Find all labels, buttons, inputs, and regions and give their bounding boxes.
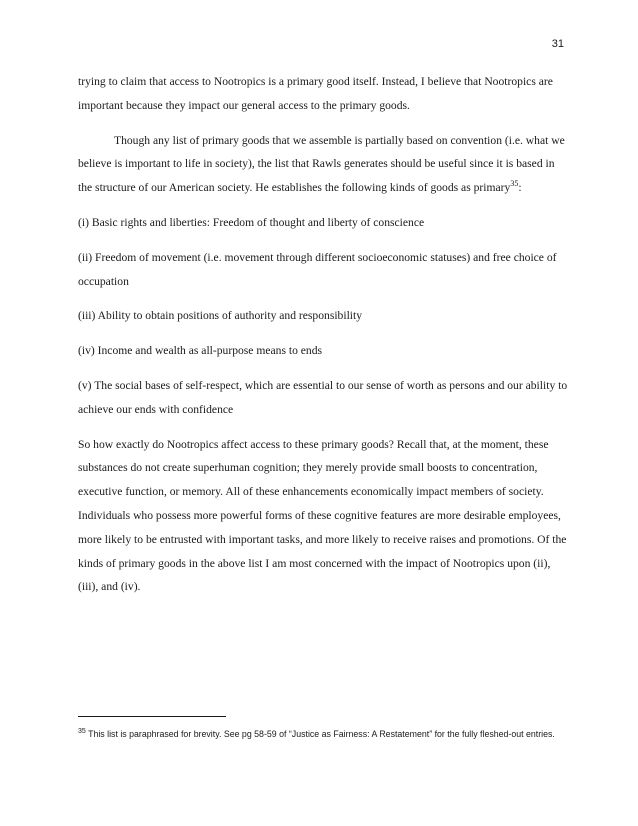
list-item-text: (v) The social bases of self-respect, which are essential to our sense of worth as persons and our ability to achieve our ends with confidence xyxy=(78,378,568,416)
list-item-iii xyxy=(78,304,568,328)
paragraph-text: Though any list of primary goods that we assemble is partially based on convention (i.e. what we believe is important to life in society), the list that Rawls generates should be useful since it is based in the structure of our American society. He establishes the following kinds of goods as primary xyxy=(78,133,565,195)
paragraph-primary-goods xyxy=(78,129,568,200)
paragraph-text: trying to claim that access to Nootropics is a primary good itself. Instead, I believe that Nootropics are important because they impact our general access to the primary goods. xyxy=(78,75,553,112)
body-text xyxy=(78,70,568,610)
list-item-text: (ii) Freedom of movement (i.e. movement through different socioeconomic statuses) and free choice of occupation xyxy=(78,250,557,288)
paragraph-text: So how exactly do Nootropics affect access to these primary goods? Recall that, at the moment, these substances do not create superhuman cognition; they merely provide small boosts to concentration, executive function, or memory. All of these enhancements economically impact members of society. Individuals who possess more powerful forms of these cognitive features are more desirable employees, more likely to be entrusted with important tasks, and more likely to receive raises and promotions. Of the kinds of primary goods in the above list I am most concerned with the impact of Nootropics upon (ii), (iii), and (iv). xyxy=(78,437,567,594)
footnote-divider xyxy=(78,716,226,717)
footnote-text: This list is paraphrased for brevity. See pg 58-59 of “Justice as Fairness: A Restatement” for the fully fleshed-out entries. xyxy=(85,729,555,739)
list-item-ii xyxy=(78,246,568,294)
list-item-text: (iv) Income and wealth as all-purpose means to ends xyxy=(78,344,323,358)
footnote-reference: 35 xyxy=(510,179,519,189)
list-item-v xyxy=(78,374,568,422)
paragraph-tail: : xyxy=(518,181,522,195)
page-number: 31 xyxy=(551,38,564,50)
footnote xyxy=(78,726,564,742)
paragraph-intro xyxy=(78,70,568,118)
paragraph-nootropics-impact xyxy=(78,433,568,600)
list-item-text: (i) Basic rights and liberties: Freedom of thought and liberty of conscience xyxy=(78,215,425,229)
footnote-marker: 35 xyxy=(78,728,86,736)
list-item-text: (iii) Ability to obtain positions of authority and responsibility xyxy=(78,309,363,323)
list-item-iv xyxy=(78,339,568,363)
list-item-i xyxy=(78,211,568,235)
